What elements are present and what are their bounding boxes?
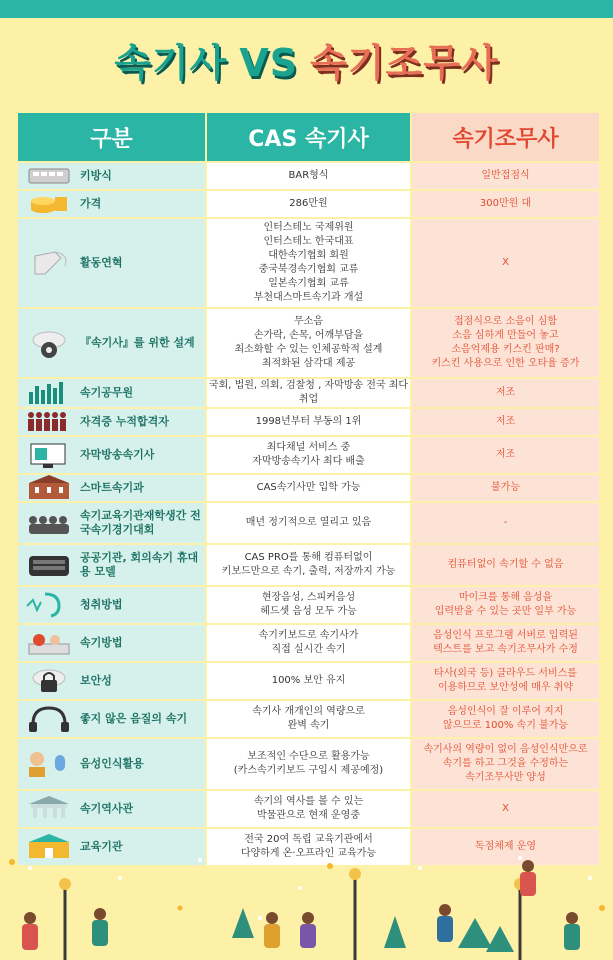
assistant-cell — [412, 661, 599, 699]
category-cell — [18, 217, 207, 307]
cas-text-line: 인터스테노 한국대표 — [263, 236, 354, 247]
table-row — [18, 501, 599, 543]
monitor-icon — [18, 440, 80, 470]
quill-icon — [18, 248, 80, 278]
assistant-cell — [412, 543, 599, 585]
assistant-text-line: - — [503, 517, 508, 528]
category-cell — [18, 307, 207, 377]
assistant-cell — [412, 699, 599, 737]
cas-text-line: 최다채널 서비스 중 — [266, 442, 351, 453]
category-cell — [18, 737, 207, 789]
table-row — [18, 217, 599, 307]
category-cell — [18, 473, 207, 501]
title-right: 속기조무사 — [310, 41, 499, 85]
category-cell — [18, 699, 207, 737]
table-row — [18, 543, 599, 585]
category-cell — [18, 435, 207, 473]
cas-text-line: 전국 20여 독립 교육기관에서 — [244, 834, 373, 845]
cas-cell — [207, 501, 412, 543]
assistant-text-line: 키스킨 사용으로 인한 오타율 증가 — [431, 358, 580, 369]
category-label: 스마트속기과 — [80, 481, 144, 494]
category-cell — [18, 585, 207, 623]
category-label: 좋지 않은 음질의 속기 — [80, 712, 188, 725]
table-row — [18, 435, 599, 473]
cas-text-line: BAR형식 — [288, 170, 329, 181]
header-category: 구분 — [18, 113, 207, 161]
cas-text-line: 완벽 속기 — [287, 720, 330, 731]
category-cell — [18, 189, 207, 217]
title-left: 속기사 — [114, 41, 228, 85]
assistant-text-line: 소음 심하게 만들어 놓고 — [452, 330, 559, 341]
cas-text-line: 인터스테노 국제위원 — [263, 222, 354, 233]
table-row — [18, 623, 599, 661]
chart-icon — [18, 378, 80, 408]
snowflakes — [28, 856, 592, 920]
cas-text-line: 1998년부터 부동의 1위 — [255, 416, 362, 427]
top-banner-bar — [0, 0, 613, 18]
assistant-cell — [412, 435, 599, 473]
person-mic-icon — [18, 749, 80, 779]
table-row — [18, 161, 599, 189]
cas-text-line: CAS PRO를 통해 컴퓨터없이 — [244, 552, 373, 563]
category-label: 자격증 누적합격자 — [80, 415, 169, 428]
assistant-cell — [412, 473, 599, 501]
table-row — [18, 585, 599, 623]
audience-icon — [18, 508, 80, 538]
assistant-text-line: 저조 — [495, 449, 516, 460]
assistant-text-line: 저조 — [495, 387, 516, 398]
category-cell — [18, 161, 207, 189]
header-assistant: 속기조무사 — [412, 113, 599, 161]
assistant-text-line: X — [502, 257, 509, 268]
cas-cell — [207, 585, 412, 623]
category-label: 속기공무원 — [80, 386, 134, 399]
cas-text-line: 최적화된 삼각대 제공 — [261, 358, 356, 369]
assistant-text-line: 마이크를 통해 음성을 — [458, 592, 553, 603]
coins-icon — [18, 189, 80, 219]
cas-cell — [207, 377, 412, 407]
cas-text-line: 286만원 — [289, 198, 328, 209]
assistant-text-line: 이용하므로 보안성에 매우 취약 — [437, 682, 574, 693]
cas-text-line: 최소화할 수 있는 인체공학적 설계 — [234, 344, 383, 355]
assistant-text-line: 음성인식이 잘 이루어 지지 — [447, 706, 564, 717]
category-label: 자막방송속기사 — [80, 448, 155, 461]
assistant-cell — [412, 189, 599, 217]
assistant-cell — [412, 737, 599, 789]
cas-cell — [207, 737, 412, 789]
typing-icon — [18, 628, 80, 658]
title-vs: VS — [239, 41, 299, 85]
lock-cloud-icon — [18, 666, 80, 696]
category-label: 활동연혁 — [80, 256, 123, 269]
assistant-cell — [412, 217, 599, 307]
cas-cell — [207, 661, 412, 699]
category-cell — [18, 543, 207, 585]
assistant-cell — [412, 407, 599, 435]
cas-text-line: 키보드만으로 속기, 출력, 저장까지 가능 — [221, 566, 396, 577]
category-label: 공공기관, 회의속기 휴대용 모델 — [80, 551, 199, 578]
category-cell — [18, 407, 207, 435]
assistant-text-line: 일반접점식 — [481, 170, 530, 181]
category-cell — [18, 789, 207, 827]
page-title — [0, 32, 613, 102]
cas-cell — [207, 623, 412, 661]
cas-text-line: 보조적인 수단으로 활용가능 — [247, 751, 370, 762]
cas-cell — [207, 543, 412, 585]
category-label: 키방식 — [80, 169, 112, 182]
cas-cell — [207, 407, 412, 435]
people-icon — [18, 407, 80, 437]
assistant-text-line: 소음억제용 키스킨 판매? — [451, 344, 560, 355]
category-label: 청취방법 — [80, 598, 123, 611]
category-label: 가격 — [80, 197, 102, 210]
category-label: 『속기사』를 위한 설계 — [80, 336, 195, 349]
assistant-cell — [412, 623, 599, 661]
assistant-text-line: 음성인식 프로그램 서버로 입력된 — [433, 630, 578, 641]
assistant-text-line: 300만원 대 — [479, 198, 532, 209]
assistant-text-line: X — [502, 803, 509, 814]
category-label: 보안성 — [80, 674, 112, 687]
cas-cell — [207, 217, 412, 307]
assistant-cell — [412, 585, 599, 623]
stenotype-icon — [18, 550, 80, 580]
assistant-text-line: 불가능 — [491, 482, 520, 493]
category-label: 속기역사관 — [80, 802, 134, 815]
cas-cell — [207, 435, 412, 473]
assistant-text-line: 속기를 하고 그것을 수정하는 — [442, 758, 569, 769]
assistant-cell — [412, 377, 599, 407]
table-row — [18, 407, 599, 435]
cas-cell — [207, 307, 412, 377]
cas-text-line: 100% 보안 유지 — [271, 675, 346, 686]
cas-text-line: 중국북경속기협회 교류 — [258, 264, 359, 275]
ear-icon — [18, 590, 80, 620]
assistant-text-line: 속기조무사만 양성 — [465, 772, 546, 783]
cas-cell — [207, 473, 412, 501]
cas-text-line: (카스속기키보드 구입시 제공예정) — [233, 765, 384, 776]
category-cell — [18, 661, 207, 699]
comparison-body — [18, 161, 599, 865]
category-label: 교육기관 — [80, 840, 123, 853]
category-cell — [18, 501, 207, 543]
cas-cell — [207, 189, 412, 217]
table-row — [18, 189, 599, 217]
category-label: 속기교육기관재학생간 전국속기경기대회 — [80, 509, 201, 536]
cas-text-line: 속기키보드로 속기사가 — [258, 630, 359, 641]
comparison-table — [18, 113, 599, 865]
assistant-cell — [412, 789, 599, 827]
cas-text-line: 다양하게 온·오프라인 교육가능 — [240, 848, 377, 859]
cas-text-line: 헤드셋 음성 모두 가능 — [260, 606, 357, 617]
category-label: 속기방법 — [80, 636, 123, 649]
cas-text-line: 대한속기협회 회원 — [268, 250, 349, 261]
assistant-text-line: 입력받을 수 있는 곳만 일부 가능 — [434, 606, 577, 617]
cas-cell — [207, 161, 412, 189]
assistant-cell — [412, 501, 599, 543]
assistant-text-line: 타사(외국 등) 클라우드 서비스를 — [434, 668, 577, 679]
cas-text-line: 부천대스마트속기과 개설 — [253, 292, 364, 303]
table-row — [18, 377, 599, 407]
table-row — [18, 307, 599, 377]
assistant-text-line: 텍스트를 보고 속기조무사가 수정 — [433, 644, 578, 655]
assistant-text-line: 저조 — [495, 416, 516, 427]
assistant-cell — [412, 307, 599, 377]
museum-icon — [18, 794, 80, 824]
building-icon — [18, 473, 80, 503]
table-row — [18, 737, 599, 789]
cas-text-line: 박물관으로 현재 운영중 — [257, 810, 360, 821]
winter-scene-illustration — [0, 848, 613, 960]
assistant-text-line: 속기사의 역량이 없이 음성인식만으로 — [423, 744, 588, 755]
category-cell — [18, 623, 207, 661]
cas-text-line: 매년 정기적으로 열리고 있음 — [245, 517, 372, 528]
table-row — [18, 699, 599, 737]
assistant-text-line: 독점체제 운영 — [474, 841, 537, 852]
table-row — [18, 661, 599, 699]
assistant-text-line: 컴퓨터없이 속기할 수 없음 — [447, 559, 564, 570]
gear-cloud-icon — [18, 328, 80, 358]
assistant-text-line: 않으므로 100% 속기 불가능 — [442, 720, 569, 731]
assistant-text-line: 접점식으로 소음이 심함 — [454, 316, 557, 327]
table-row — [18, 473, 599, 501]
cas-text-line: 속기의 역사를 볼 수 있는 — [253, 796, 364, 807]
table-row — [18, 789, 599, 827]
cas-cell — [207, 789, 412, 827]
cas-text-line: 현장음성, 스피커음성 — [261, 592, 356, 603]
cas-text-line: 직접 실시간 속기 — [271, 644, 346, 655]
assistant-cell — [412, 161, 599, 189]
header-cas: CAS 속기사 — [207, 113, 412, 161]
category-label: 음성인식활용 — [80, 757, 144, 770]
cas-text-line: 자막방송속기사 최다 배출 — [252, 456, 365, 467]
headphones-icon — [18, 704, 80, 734]
keyboard-icon — [18, 161, 80, 191]
cas-cell — [207, 699, 412, 737]
cas-text-line: 일본속기협회 교류 — [268, 278, 349, 289]
cas-text-line: CAS속기사만 입학 가능 — [256, 482, 361, 493]
cas-text-line: 속기사 개개인의 역량으로 — [252, 706, 365, 717]
cas-text-line: 무소음 — [294, 316, 323, 327]
category-cell — [18, 377, 207, 407]
cas-text-line: 국회, 법원, 의회, 검찰청 , 자막방송 전국 최다취업 — [208, 380, 409, 405]
cas-text-line: 손가락, 손목, 어깨부담을 — [253, 330, 364, 341]
